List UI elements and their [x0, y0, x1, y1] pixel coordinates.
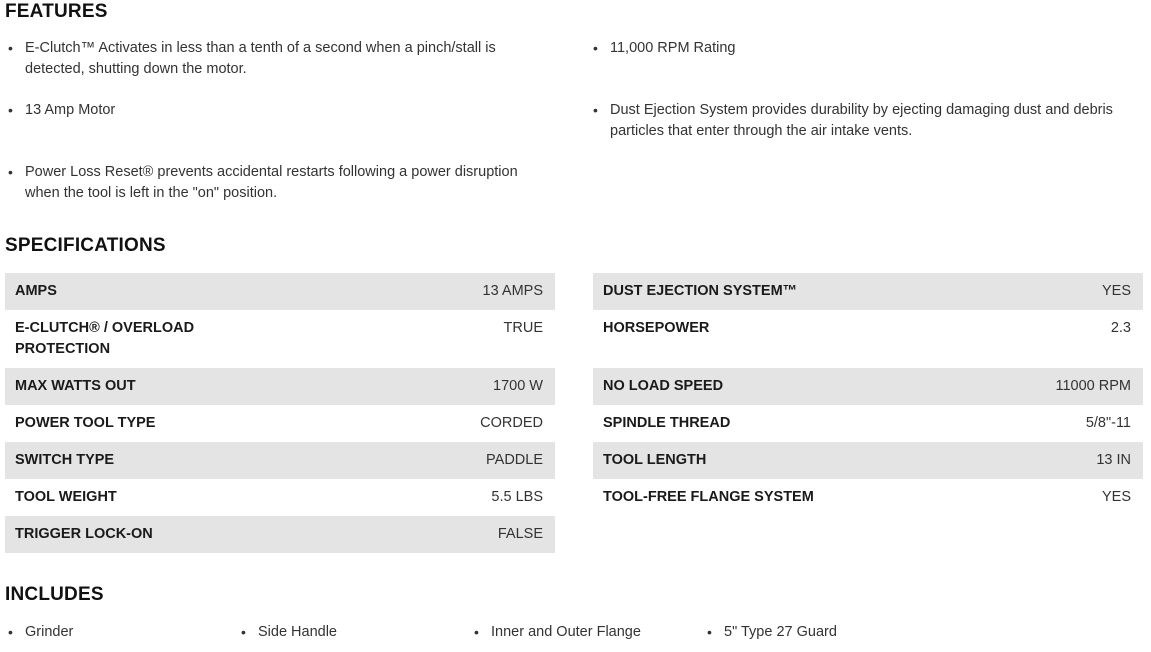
- spec-label: POWER TOOL TYPE: [15, 415, 156, 431]
- spec-label: AMPS: [15, 283, 57, 299]
- includes-text: Grinder: [25, 624, 74, 640]
- spec-row: [593, 405, 1143, 442]
- spec-table-right: [593, 273, 1143, 516]
- bullet-icon: •: [8, 624, 13, 640]
- spec-label: TOOL-FREE FLANGE SYSTEM: [603, 489, 814, 505]
- spec-value: YES: [1101, 489, 1131, 505]
- feature-text: Dust Ejection System provides durability by ejecting damaging dust and debris particles that enter through the air intake vents.: [610, 102, 1113, 139]
- feature-item: [5, 38, 545, 80]
- spec-label: HORSEPOWER: [603, 320, 710, 336]
- features-title: FEATURES: [5, 1, 108, 22]
- spec-label: NO LOAD SPEED: [603, 378, 724, 394]
- bullet-icon: •: [593, 40, 598, 56]
- includes-item: [704, 622, 944, 643]
- bullet-icon: •: [474, 624, 479, 640]
- spec-value: 5.5 LBS: [491, 489, 543, 505]
- spec-value: 5/8"-11: [1085, 415, 1131, 431]
- specifications-title: SPECIFICATIONS: [5, 235, 166, 256]
- spec-label: TOOL WEIGHT: [15, 489, 117, 505]
- feature-item: [590, 38, 1145, 59]
- bullet-icon: •: [707, 624, 712, 640]
- feature-text: 11,000 RPM Rating: [610, 40, 736, 56]
- spec-row: [593, 442, 1143, 479]
- spec-value: YES: [1101, 283, 1131, 299]
- feature-text: Power Loss Reset® prevents accidental restarts following a power disruption when the tool is left in the "on" position.: [25, 164, 518, 201]
- spec-value: 1700 W: [493, 378, 543, 394]
- spec-row: [593, 273, 1143, 310]
- includes-item: [471, 622, 691, 643]
- spec-label: SPINDLE THREAD: [603, 415, 731, 431]
- includes-title: INCLUDES: [5, 584, 104, 605]
- spec-row: [5, 479, 555, 516]
- includes-text: 5" Type 27 Guard: [724, 624, 837, 640]
- bullet-icon: •: [593, 102, 598, 118]
- spec-label: TRIGGER LOCK-ON: [15, 526, 153, 542]
- feature-text: E-Clutch™ Activates in less than a tenth of a second when a pinch/stall is detected, shutting down the motor.: [25, 40, 496, 77]
- spec-value: TRUE: [503, 320, 543, 336]
- spec-value: 13 AMPS: [482, 283, 543, 299]
- spec-value: FALSE: [497, 526, 543, 542]
- spec-row: [5, 273, 555, 310]
- spec-label: E-CLUTCH® / OVERLOAD PROTECTION: [15, 320, 195, 357]
- spec-row: [5, 405, 555, 442]
- bullet-icon: •: [241, 624, 246, 640]
- includes-item: [238, 622, 458, 643]
- bullet-icon: •: [8, 102, 13, 118]
- spec-value: 11000 RPM: [1055, 378, 1131, 394]
- includes-item: [5, 622, 225, 643]
- includes-text: Side Handle: [258, 624, 337, 640]
- feature-item: [5, 162, 550, 204]
- bullet-icon: •: [8, 164, 13, 180]
- spec-row: [5, 516, 555, 553]
- spec-row: [593, 310, 1143, 368]
- spec-value: 2.3: [1110, 320, 1131, 336]
- spec-label: TOOL LENGTH: [603, 452, 707, 468]
- spec-row: [5, 368, 555, 405]
- spec-label: DUST EJECTION SYSTEM™: [603, 283, 798, 299]
- spec-row: [593, 479, 1143, 516]
- spec-label: SWITCH TYPE: [15, 452, 115, 468]
- spec-row: [5, 442, 555, 479]
- feature-text: 13 Amp Motor: [25, 102, 116, 118]
- spec-row: [593, 368, 1143, 405]
- spec-value: 13 IN: [1096, 452, 1131, 468]
- feature-item: [5, 100, 545, 121]
- includes-text: Inner and Outer Flange: [491, 624, 641, 640]
- bullet-icon: •: [8, 40, 13, 56]
- feature-item: [590, 100, 1145, 142]
- spec-value: CORDED: [480, 415, 543, 431]
- spec-label: MAX WATTS OUT: [15, 378, 136, 394]
- spec-row: [5, 310, 555, 368]
- spec-value: PADDLE: [486, 452, 543, 468]
- spec-table-left: [5, 273, 555, 553]
